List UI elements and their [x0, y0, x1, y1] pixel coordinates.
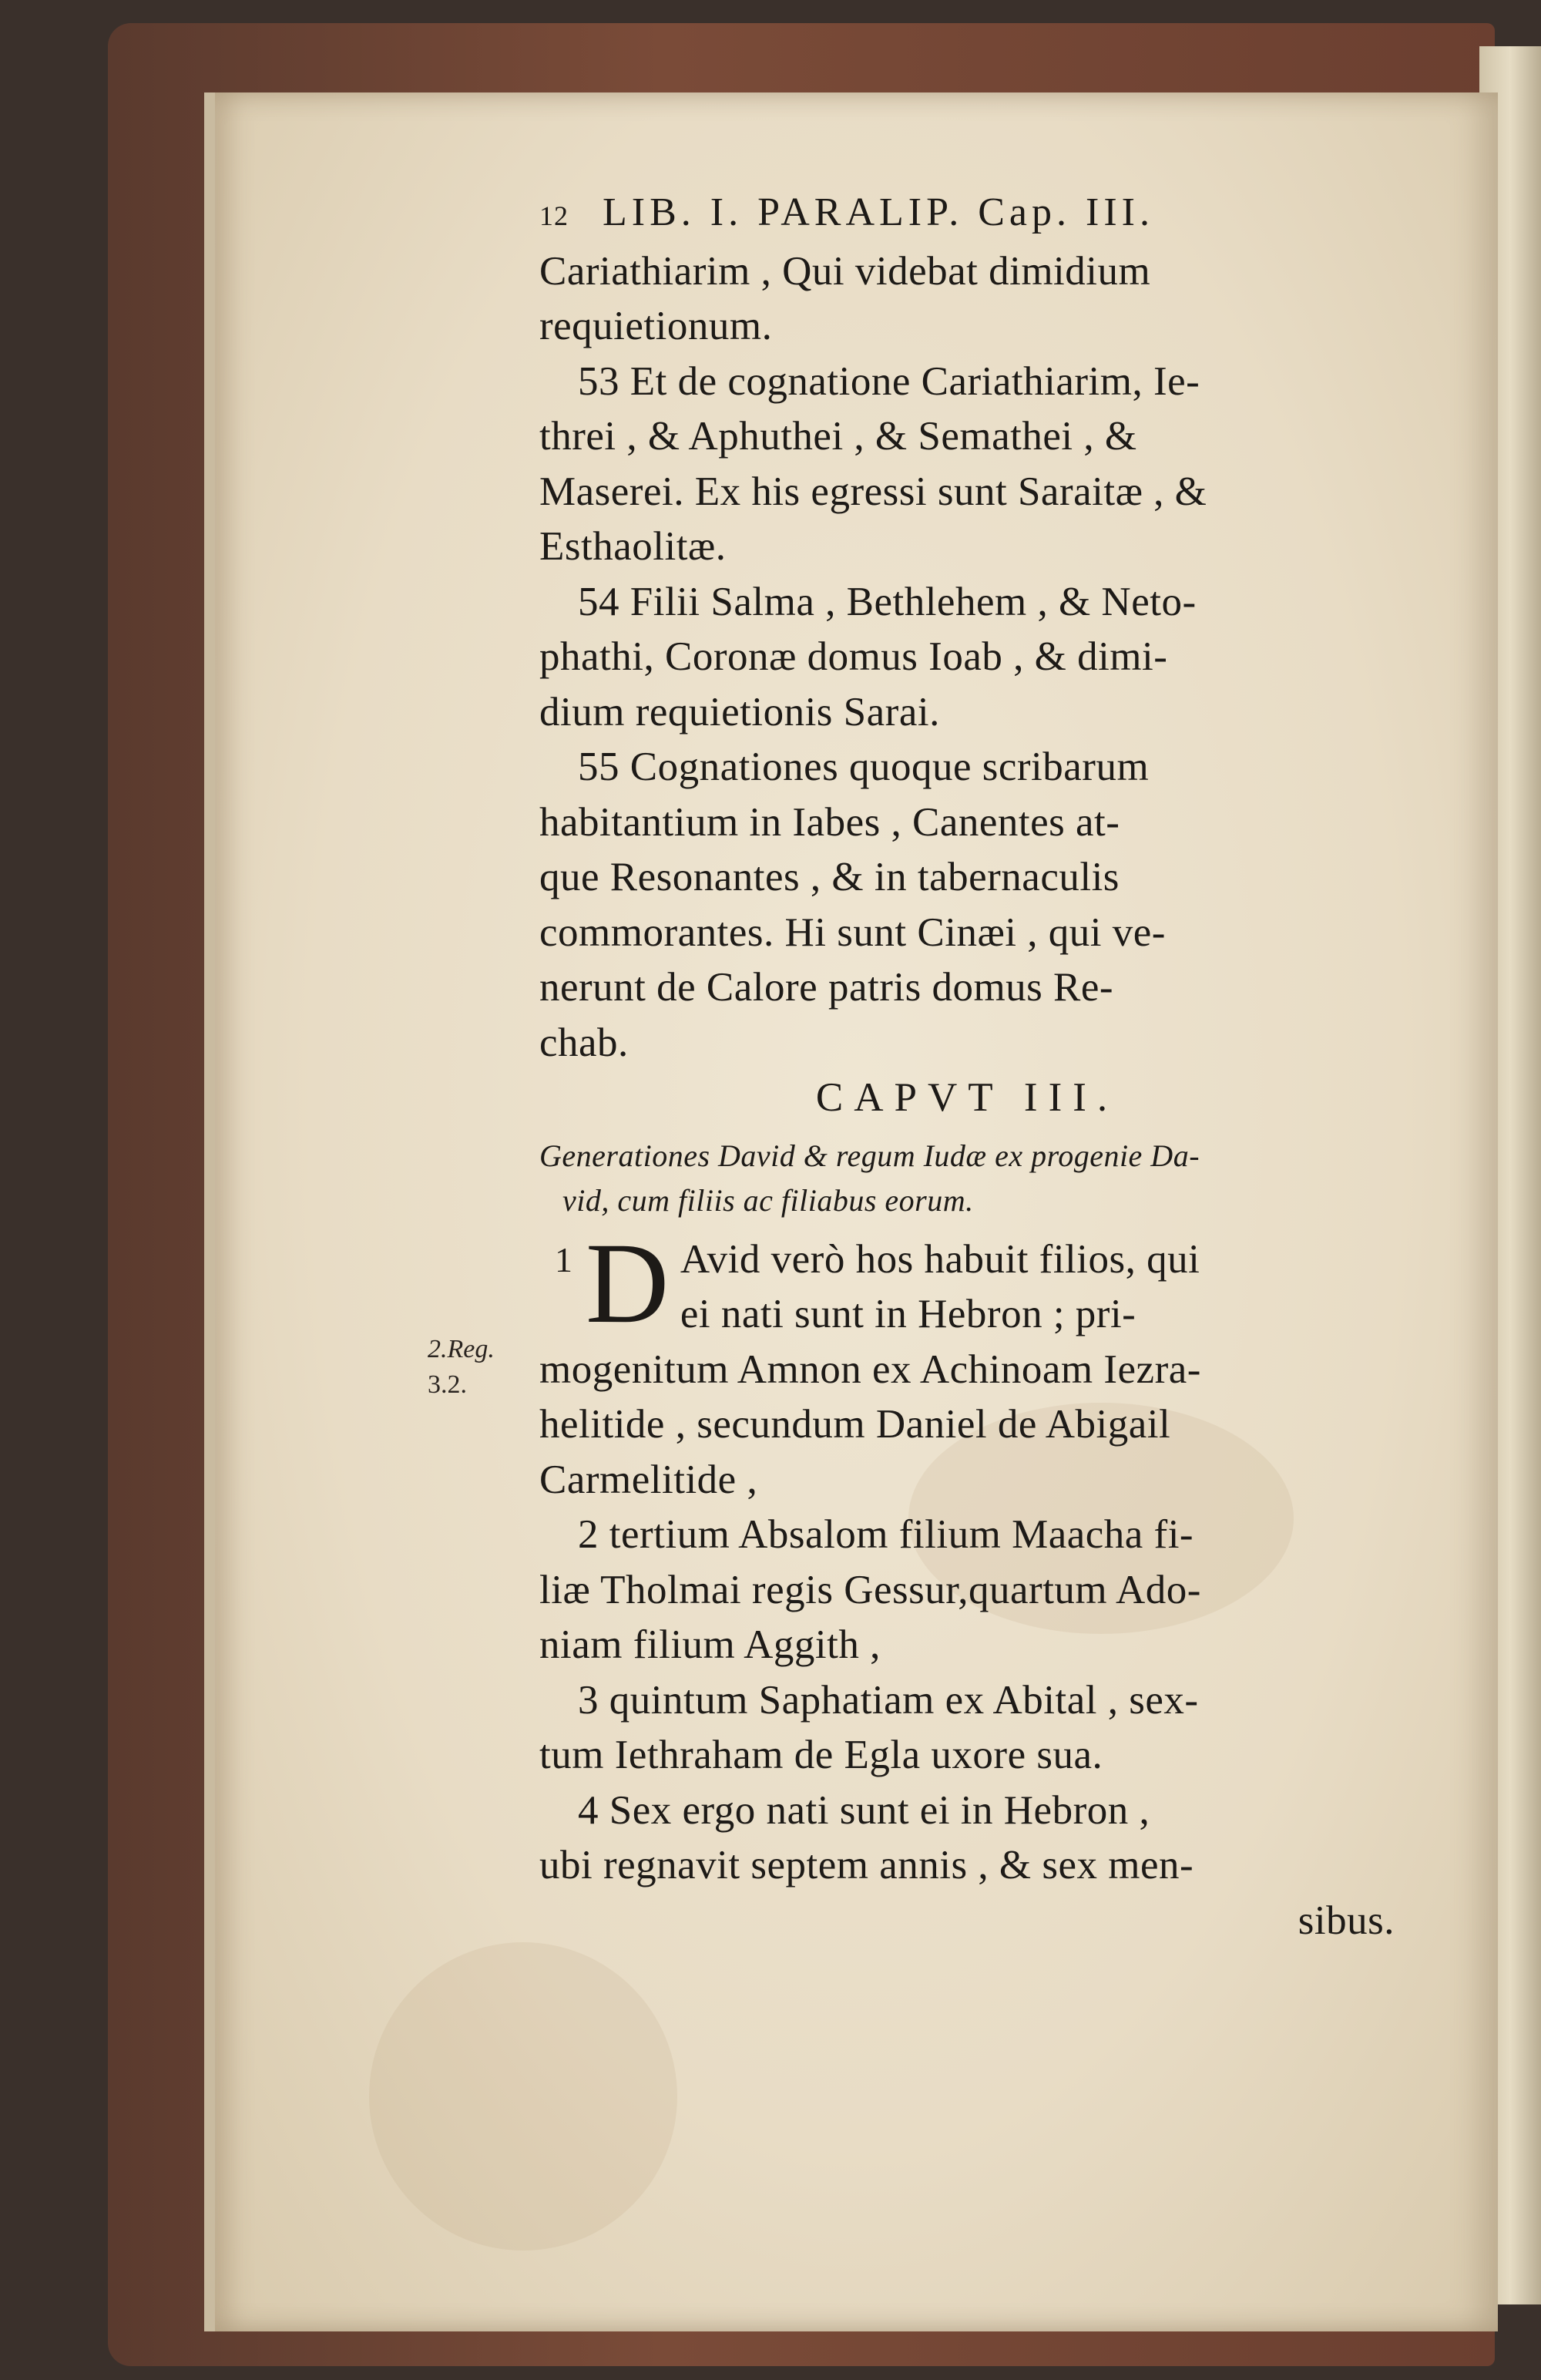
verse-1-line: Carmelitide ,	[539, 1457, 758, 1502]
text-line: Cariathiarim , Qui videbat dimidium	[539, 248, 1151, 294]
page-number: 12	[539, 200, 569, 231]
verse-3-line: 3 quintum Saphatiam ex Abital , sex-	[578, 1677, 1199, 1723]
verse-54-line: 54 Filii Salma , Bethlehem , & Neto-	[578, 579, 1197, 624]
verse-54-line: dium requietionis Sarai.	[539, 689, 940, 735]
verse-55-line: que Resonantes , & in tabernaculis	[539, 855, 1120, 899]
verse-55-line: commorantes. Hi sunt Cinæi , qui ve-	[539, 909, 1166, 955]
verse-55-line: chab.	[539, 1020, 629, 1065]
verse-4-line: 4 Sex ergo nati sunt ei in Hebron ,	[578, 1787, 1150, 1833]
verse-2-line: niam filium Aggith ,	[539, 1622, 881, 1667]
drop-capital: D	[586, 1219, 670, 1347]
chapter-heading: CAPVT III.	[815, 1075, 1119, 1120]
summary-line: vid, cum filiis ac filiabus eorum.	[562, 1182, 974, 1218]
verse-4-line: ubi regnavit septem annis , & sex men-	[539, 1843, 1194, 1888]
verse-53-line: 53 Et de cognatione Cariathiarim, Ie-	[578, 358, 1200, 404]
verse-54-line: phathi, Coronæ domus Ioab , & dimi-	[539, 634, 1168, 679]
verse-3-line: tum Iethraham de Egla uxore sua.	[539, 1733, 1103, 1777]
summary-line: Generationes David & regum Iudæ ex progenie Da-	[539, 1138, 1200, 1173]
verse-1-line: mogenitum Amnon ex Achinoam Iezra-	[539, 1346, 1201, 1392]
verse-1	[539, 1219, 1395, 1508]
verse-1-line: ei nati sunt in Hebron ; pri-	[680, 1292, 1136, 1336]
verse-2-line: liæ Tholmai regis Gessur,quartum Ado-	[539, 1567, 1201, 1612]
verse-2-line: 2 tertium Absalom filium Maacha fi-	[578, 1512, 1194, 1557]
page-text	[539, 185, 1395, 1948]
paper-stain	[369, 1942, 677, 2251]
verse-53-line: threi , & Aphuthei , & Semathei , &	[539, 414, 1137, 459]
running-head	[539, 185, 1395, 244]
verse-55-line: nerunt de Calore patris domus Re-	[539, 965, 1114, 1010]
verse-number: 1	[555, 1239, 573, 1279]
margin-ref-line: 2.Reg.	[428, 1335, 495, 1363]
verse-53-line: Esthaolitæ.	[539, 524, 727, 569]
text-line: requietionum.	[539, 304, 773, 348]
running-title: LIB. I. PARALIP. Cap. III.	[603, 190, 1154, 234]
verse-1-line: helitide , secundum Daniel de Abigail	[539, 1402, 1171, 1447]
chapter-summary	[539, 1134, 1395, 1223]
verse-1-line: Avid verò hos habuit filios, qui	[680, 1236, 1200, 1282]
margin-ref-line: 3.2.	[428, 1370, 467, 1399]
verse-55-line: habitantium in Iabes , Canentes at-	[539, 799, 1120, 845]
margin-reference	[428, 1332, 495, 1403]
verse-53-line: Maserei. Ex his egressi sunt Saraitæ , &	[539, 469, 1207, 514]
verse-55-line: 55 Cognationes quoque scribarum	[578, 745, 1150, 789]
verse-4-line: sibus.	[1298, 1898, 1395, 1943]
